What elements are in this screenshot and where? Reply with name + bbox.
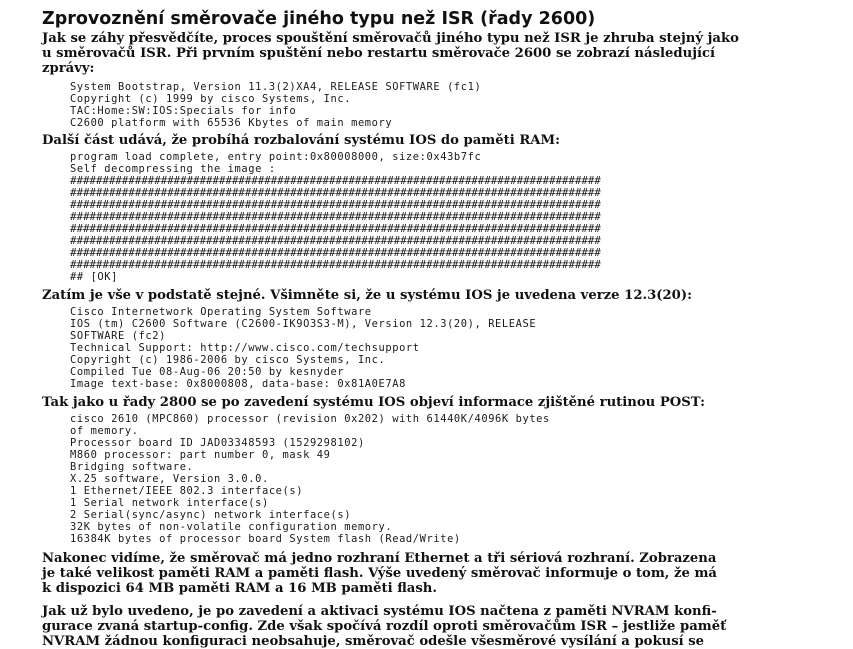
code-line: Image text-base: 0x8000808, data-base: 0x81A0E7A8 bbox=[70, 378, 406, 390]
text-line: gurace zvaná startup-config. Zde však spočívá rozdíl oproti směrovačům ISR – jestliže paměť bbox=[42, 619, 727, 634]
document-page bbox=[42, 8, 832, 649]
code-line: Bridging software. bbox=[70, 461, 194, 473]
code-line: Copyright (c) 1986-2006 by cisco Systems, Inc. bbox=[70, 354, 386, 366]
code-line: 2 Serial(sync/async) network interface(s) bbox=[70, 509, 352, 521]
code-line: cisco 2610 (MPC860) processor (revision 0x202) with 61440K/4096K bytes bbox=[70, 413, 550, 425]
text-line: k dispozici 64 MB paměti RAM a 16 MB paměti flash. bbox=[42, 581, 437, 596]
code-line: 1 Serial network interface(s) bbox=[70, 497, 269, 509]
text-line: NVRAM žádnou konfiguraci neobsahuje, směrovač odešle všesměrové vysílání a pokusí se bbox=[42, 634, 705, 649]
code-line: Processor board ID JAD03348593 (1529298102) bbox=[70, 437, 365, 449]
progress-hash-line: ################################################################################## bbox=[70, 174, 601, 187]
progress-hash-line: ################################################################################## bbox=[70, 246, 601, 259]
progress-hash-line: ################################################################################## bbox=[70, 258, 601, 271]
interfaces-paragraph bbox=[42, 551, 832, 596]
code-line: Compiled Tue 08-Aug-06 20:50 by kesnyder bbox=[70, 366, 345, 378]
code-line: X.25 software, Version 3.0.0. bbox=[70, 473, 269, 485]
code-line: M860 processor: part number 0, mask 49 bbox=[70, 449, 331, 461]
text-line: Další část udává, že probíhá rozbalování systému IOS do paměti RAM: bbox=[42, 133, 560, 148]
text-line: Nakonec vidíme, že směrovač má jedno rozhraní Ethernet a tři sériová rozhraní. Zobrazena bbox=[42, 551, 717, 566]
code-line: IOS (tm) C2600 Software (C2600-IK9O3S3-M), Version 12.3(20), RELEASE bbox=[70, 318, 537, 330]
text-line: Tak jako u řady 2800 se po zavedení systému IOS objeví informace zjištěné rutinou POST: bbox=[42, 395, 705, 410]
post-output bbox=[70, 413, 832, 545]
code-line: 1 Ethernet/IEEE 802.3 interface(s) bbox=[70, 485, 304, 497]
progress-hash-line: ################################################################################## bbox=[70, 186, 601, 199]
ios-output bbox=[70, 306, 832, 390]
code-line: Self decompressing the image : bbox=[70, 163, 276, 175]
text-line: Jak se záhy přesvědčíte, proces spouštění směrovačů jiného typu než ISR je zhruba stejný jako bbox=[42, 31, 739, 46]
boot-output bbox=[70, 81, 832, 129]
text-line: zprávy: bbox=[42, 61, 95, 76]
code-line: 16384K bytes of processor board System flash (Read/Write) bbox=[70, 533, 461, 545]
text-line: je také velikost paměti RAM a paměti flash. Výše uvedený směrovač informuje o tom, že má bbox=[42, 566, 717, 581]
code-line: C2600 platform with 65536 Kbytes of main memory bbox=[70, 117, 393, 129]
code-line: Copyright (c) 1999 by cisco Systems, Inc. bbox=[70, 93, 352, 105]
intro-paragraph bbox=[42, 31, 832, 76]
progress-hash-line: ################################################################################## bbox=[70, 198, 601, 211]
post-paragraph bbox=[42, 395, 832, 410]
section-heading: Zprovoznění směrovače jiného typu než ISR (řady 2600) bbox=[42, 9, 596, 29]
progress-hash-line: ################################################################################## bbox=[70, 222, 601, 235]
code-line: program load complete, entry point:0x80008000, size:0x43b7fc bbox=[70, 151, 482, 163]
code-line: 32K bytes of non-volatile configuration memory. bbox=[70, 521, 393, 533]
code-line: TAC:Home:SW:IOS:Specials for info bbox=[70, 105, 297, 117]
decompress-paragraph bbox=[42, 133, 832, 148]
text-line: u směrovačů ISR. Při prvním spuštění nebo restartu směrovače 2600 se zobrazí následující bbox=[42, 46, 716, 61]
code-line: SOFTWARE (fc2) bbox=[70, 330, 166, 342]
version-paragraph bbox=[42, 288, 832, 303]
progress-hash-line: ################################################################################## bbox=[70, 210, 601, 223]
progress-hash-line: ################################################################################## bbox=[70, 234, 601, 247]
text-line: Jak už bylo uvedeno, je po zavedení a aktivaci systému IOS načtena z paměti NVRAM konfi- bbox=[42, 604, 717, 619]
code-line: Technical Support: http://www.cisco.com/techsupport bbox=[70, 342, 420, 354]
progress-ok-line: ## [OK] bbox=[70, 271, 118, 283]
code-line: System Bootstrap, Version 11.3(2)XA4, RELEASE SOFTWARE (fc1) bbox=[70, 81, 482, 93]
decompress-output bbox=[70, 151, 832, 283]
code-line: of memory. bbox=[70, 425, 139, 437]
code-line: Cisco Internetwork Operating System Software bbox=[70, 306, 372, 318]
text-line: Zatím je vše v podstatě stejné. Všimněte si, že u systému IOS je uvedena verze 12.3(20): bbox=[42, 288, 692, 303]
